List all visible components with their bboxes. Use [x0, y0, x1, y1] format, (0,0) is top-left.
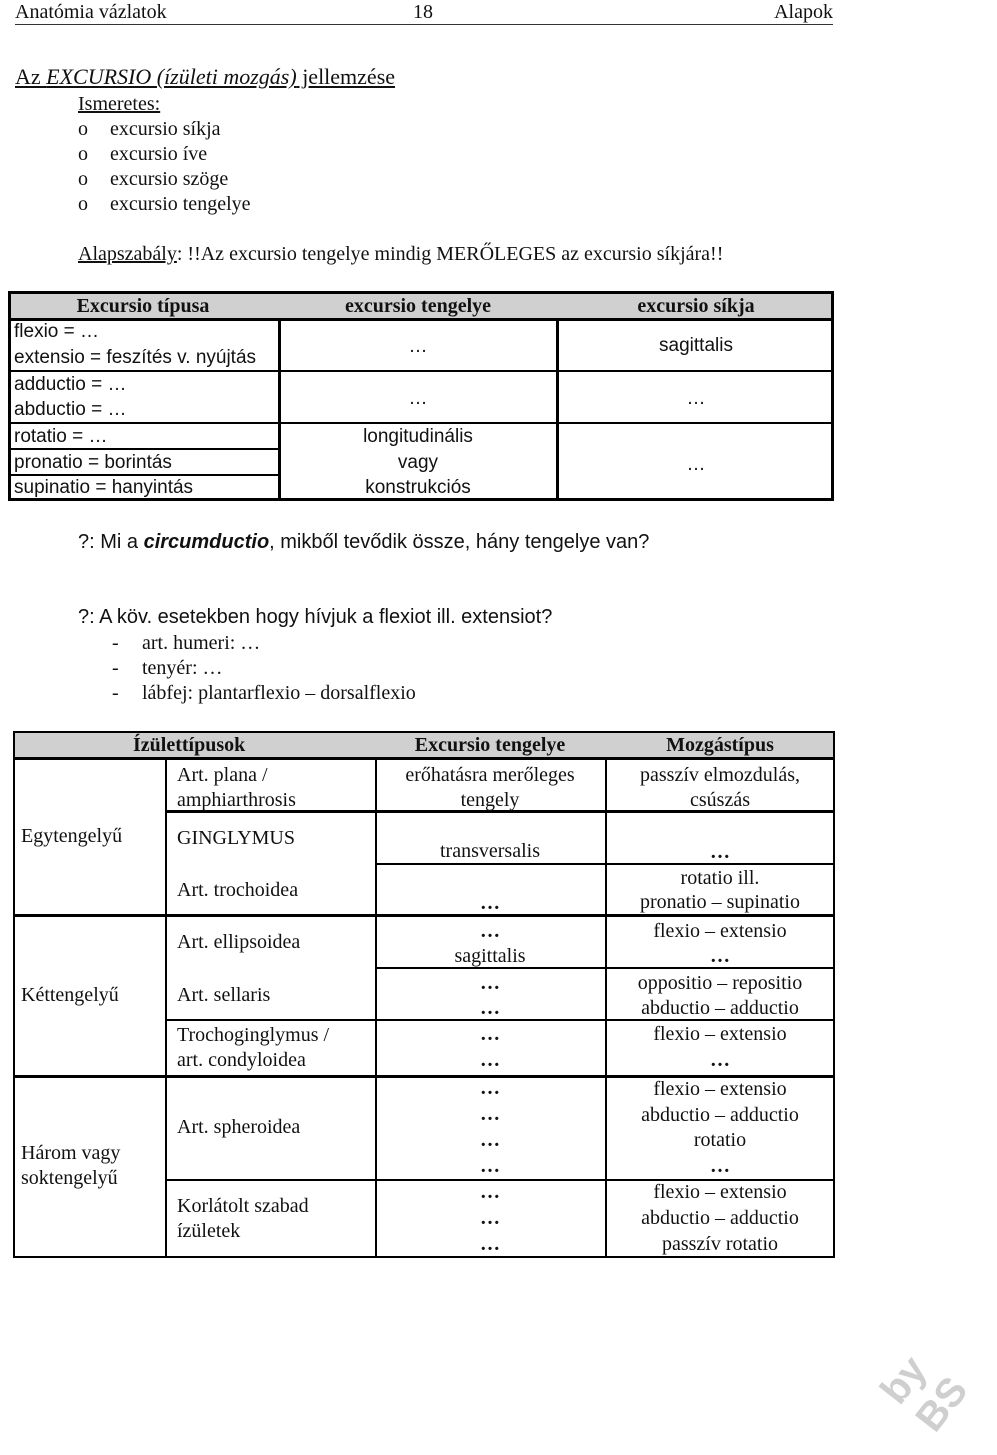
joint-name: Art. sellaris [177, 984, 271, 1006]
axis-cell: … [480, 1049, 500, 1071]
axis-cell: … [480, 1129, 500, 1151]
axis-cell: … [480, 892, 500, 914]
movement-cell: flexio – extensio [653, 920, 787, 942]
movement-cell: abductio – adductio [641, 1207, 799, 1229]
table-cell: vagy [397, 452, 439, 473]
header-left: Anatómia vázlatok [15, 1, 167, 23]
axis-cell: … [480, 972, 500, 994]
excursion-table [8, 291, 834, 501]
table-cell: … [408, 388, 428, 409]
known-label: Ismeretes: [78, 93, 161, 115]
list-item: tenyér: … [142, 657, 223, 679]
movement-cell: rotatio [693, 1129, 747, 1151]
axis-cell: sagittalis [454, 945, 526, 967]
list-item: excursio íve [110, 143, 208, 165]
table-cell: … [686, 388, 706, 409]
list-item: excursio tengelye [110, 193, 251, 215]
movement-cell: flexio – extensio [653, 1181, 787, 1203]
axis-cell: … [480, 1155, 500, 1177]
page-title: Az EXCURSIO (ízületi mozgás) jellemzése [15, 64, 396, 89]
axis-cell: tengely [460, 789, 520, 811]
basic-rule: Alapszabály: !!Az excursio tengelye mindig MERŐLEGES az excursio síkjára!! [78, 243, 724, 265]
table-rule [8, 422, 834, 424]
movement-cell: passzív elmozdulás, [640, 764, 800, 786]
dash-marker: - [112, 682, 119, 704]
joint-name: Art. spheroidea [177, 1116, 301, 1138]
page-number: 18 [413, 1, 433, 23]
header-right: Alapok [774, 1, 833, 23]
movement-cell: rotatio ill. [680, 867, 760, 889]
table-cell: extensio = feszítés v. nyújtás [14, 347, 257, 368]
movement-cell: … [710, 945, 730, 967]
movement-cell: flexio – extensio [653, 1078, 787, 1100]
table-cell: pronatio = borintás [14, 452, 172, 473]
joint-name: amphiarthrosis [177, 789, 296, 811]
table-cell: abductio = … [14, 399, 127, 420]
axis-cell: transversalis [440, 840, 540, 862]
movement-cell: oppositio – repositio [637, 972, 803, 994]
movement-cell: abductio – adductio [641, 997, 799, 1019]
page-header [15, 0, 833, 25]
list-item: lábfej: plantarflexio – dorsalflexio [142, 682, 416, 704]
dash-marker: - [112, 657, 119, 679]
table-rule [8, 318, 834, 321]
axis-cell: … [480, 1207, 500, 1229]
table-rule [8, 370, 834, 372]
dash-marker: - [112, 632, 119, 654]
group-label: Egytengelyű [21, 825, 123, 847]
list-item: excursio szöge [110, 168, 229, 190]
movement-cell: flexio – extensio [653, 1023, 787, 1045]
group-label: Három vagy [21, 1142, 121, 1164]
list-item: excursio síkja [110, 118, 221, 140]
bullet-marker: o [78, 168, 88, 190]
axis-cell: … [480, 997, 500, 1019]
axis-cell: … [480, 920, 500, 942]
movement-cell: passzív rotatio [661, 1233, 779, 1255]
joint-name: ízületek [177, 1220, 241, 1242]
movement-cell: … [710, 1049, 730, 1071]
question-flexio: ?: A köv. esetekben hogy hívjuk a flexiot ill. extensiot? [78, 606, 553, 628]
table-rule [165, 757, 167, 1258]
table-cell: sagittalis [659, 335, 733, 356]
axis-cell: … [480, 1233, 500, 1255]
column-header: Excursio típusa [76, 295, 210, 317]
movement-cell: abductio – adductio [641, 1104, 799, 1126]
column-header: excursio síkja [637, 295, 755, 317]
watermark: by BS [872, 1348, 977, 1440]
table-cell: rotatio = … [14, 426, 108, 447]
movement-cell: csúszás [690, 789, 750, 811]
group-label: soktengelyű [21, 1167, 118, 1189]
column-header: Mozgástípus [666, 734, 774, 756]
bullet-marker: o [78, 118, 88, 140]
bullet-marker: o [78, 193, 88, 215]
joint-name: Art. ellipsoidea [177, 931, 301, 953]
table-cell: supinatio = hanyintás [14, 477, 194, 498]
joint-name: Trochoginglymus / [177, 1024, 330, 1046]
table-cell: flexio = … [14, 321, 100, 342]
question-circumductio: ?: Mi a circumductio, mikből tevődik össze, hány tengelye van? [78, 531, 650, 553]
table-cell: … [686, 454, 706, 475]
movement-cell: … [710, 841, 730, 863]
column-header: Ízülettípusok [133, 734, 246, 756]
list-item: art. humeri: … [142, 632, 261, 654]
table-rule [8, 448, 278, 450]
joint-name: art. condyloidea [177, 1049, 306, 1071]
joint-name: Art. trochoidea [177, 879, 299, 901]
movement-cell: pronatio – supinatio [640, 891, 800, 913]
joint-table [13, 731, 835, 1258]
axis-cell: … [480, 1023, 500, 1045]
axis-cell: erőhatásra merőleges [405, 764, 575, 786]
axis-cell: … [480, 1077, 500, 1099]
table-cell: … [408, 336, 428, 357]
column-header: Excursio tengelye [414, 734, 566, 756]
column-header: excursio tengelye [344, 295, 492, 317]
joint-name: GINGLYMUS [177, 827, 295, 849]
movement-cell: … [710, 1155, 730, 1177]
group-label: Kéttengelyű [21, 984, 119, 1006]
table-rule [8, 474, 278, 476]
table-cell: longitudinális [363, 426, 473, 447]
joint-name: Art. plana / [177, 764, 268, 786]
table-cell: konstrukciós [365, 477, 471, 498]
table-cell: adductio = … [14, 374, 127, 395]
bullet-marker: o [78, 143, 88, 165]
axis-cell: … [480, 1103, 500, 1125]
table-rule [13, 757, 835, 760]
joint-name: Korlátolt szabad [177, 1195, 309, 1217]
axis-cell: … [480, 1181, 500, 1203]
